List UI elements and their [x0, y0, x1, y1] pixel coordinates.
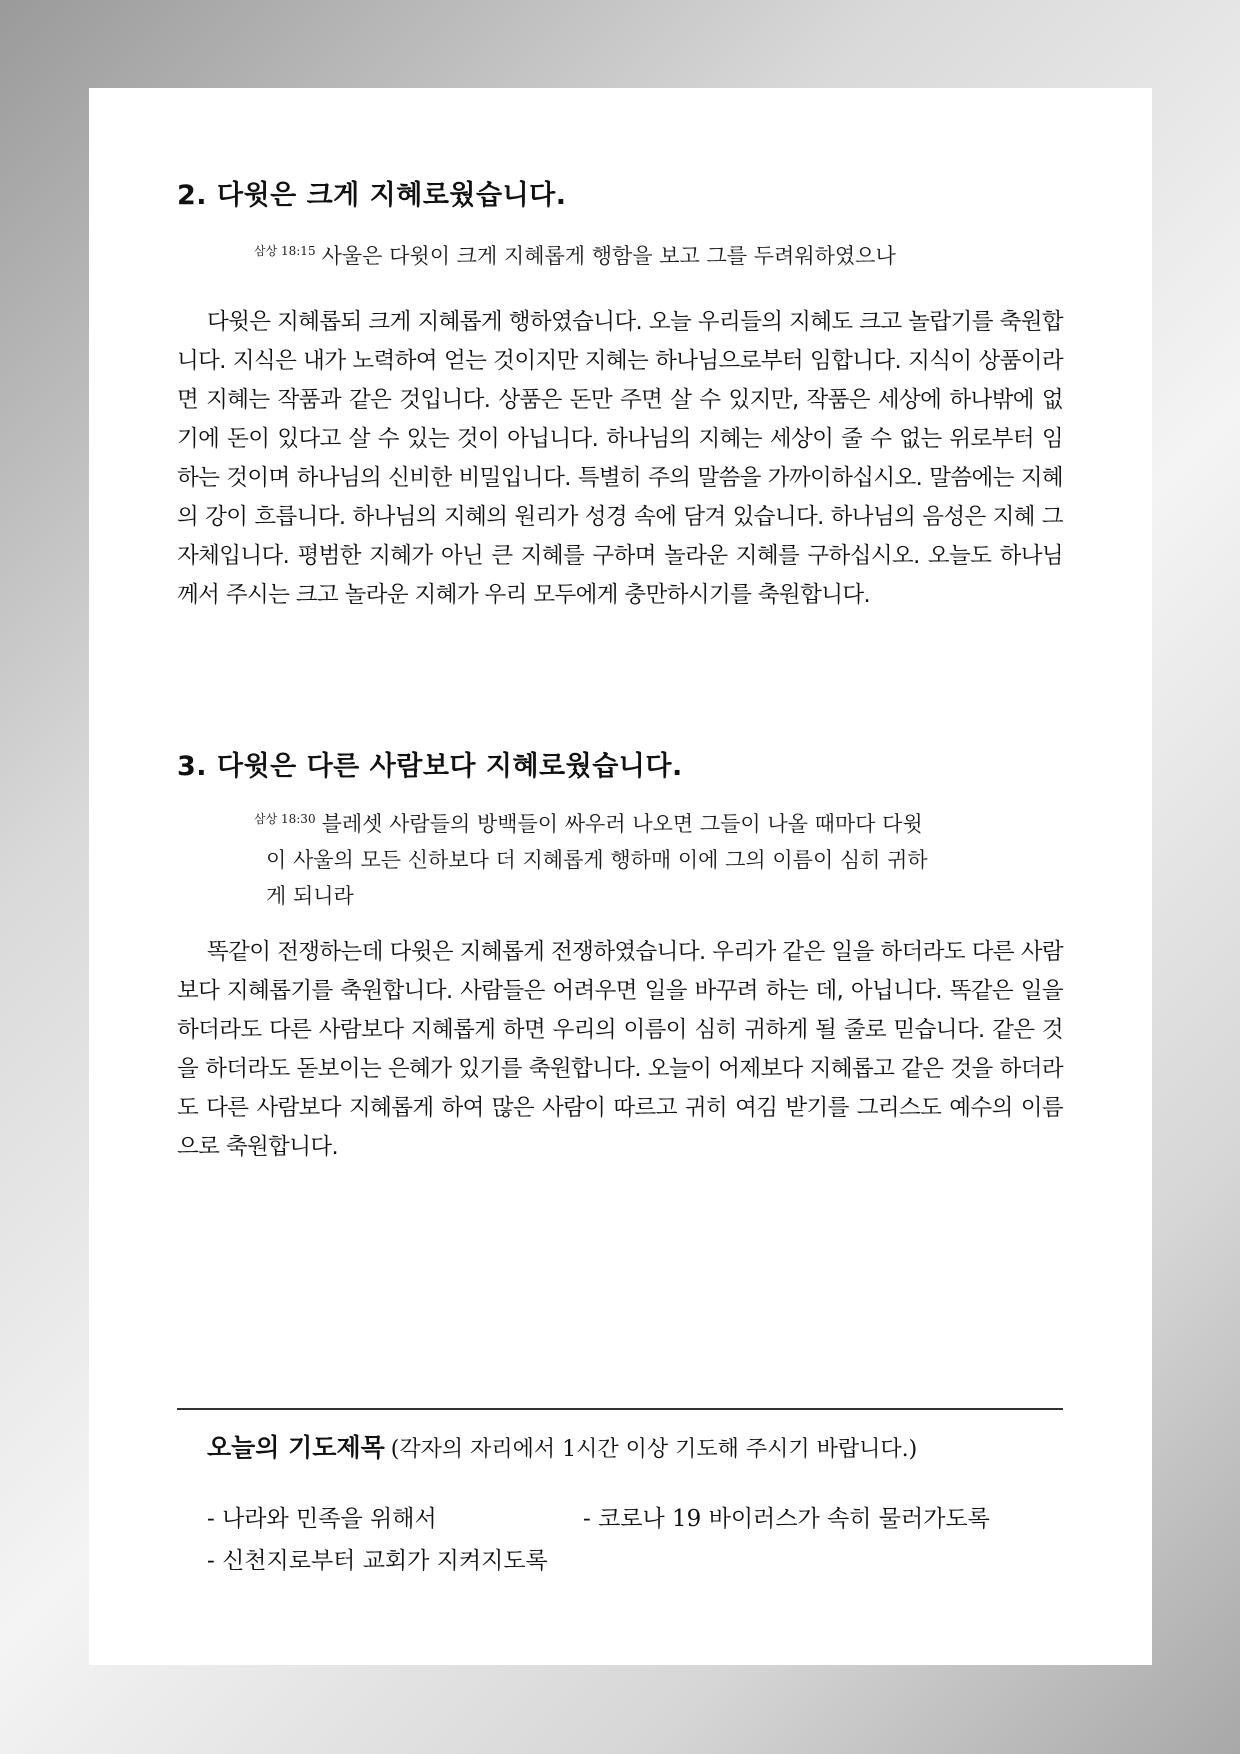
section-2-heading: 2. 다윗은 크게 지혜로웠습니다.: [177, 180, 567, 211]
prayer-item: - 나라와 민족을 위해서: [207, 1506, 437, 1532]
section-3-paragraph: 똑같이 전쟁하는데 다윗은 지혜롭게 전쟁하였습니다. 우리가 같은 일을 하더라도 다른 사람보다 지혜롭기를 축원합니다. 사람들은 어려우면 일을 바꾸려 하는 데, 아닙니다. 똑같은 일을 하더라도 다른 사람보다 지혜롭게 하면 우리의 이름이 심히 귀하게 될 줄로 믿습니다. 같은 것을 하더라도 돋보이는 은혜가 있기를 축원합니다. 오늘이 어제보다 지혜롭고 같은 것을 하더라도 다른 사람보다 지혜롭게 하여 많은 사람이 따르고 귀히 여김 받기를 그리스도 예수의 이름으로 축원합니다.: [177, 939, 1063, 1160]
section-3-verse: [254, 801, 994, 914]
verse-reference: 삼상 18:30: [254, 812, 316, 826]
verse-line: 게 되니라: [266, 884, 354, 908]
verse-reference: 삼상 18:15: [254, 244, 316, 258]
section-2-verse: [254, 233, 994, 274]
section-3-heading: 3. 다윗은 다른 사람보다 지혜로웠습니다.: [177, 751, 683, 782]
verse-text: 블레셋 사람들의 방백들이 싸우러 나오면 그들이 나올 때마다 다윗: [321, 812, 923, 836]
verse-text: 사울은 다윗이 크게 지혜롭게 행함을 보고 그를 두려워하였으나: [321, 244, 896, 268]
section-2-paragraph: 다윗은 지혜롭되 크게 지혜롭게 행하였습니다. 오늘 우리들의 지혜도 크고 놀랍기를 축원합니다. 지식은 내가 노력하여 얻는 것이지만 지혜는 하나님으로부터 임합니다. 지식이 상품이라면 지혜는 작품과 같은 것입니다. 상품은 돈만 주면 살 수 있지만, 작품은 세상에 하나밖에 없기에 돈이 있다고 살 수 있는 것이 아닙니다. 하나님의 지혜는 세상이 줄 수 없는 위로부터 임하는 것이며 하나님의 신비한 비밀입니다. 특별히 주의 말씀을 가까이하십시오. 말씀에는 지혜의 강이 흐릅니다. 하나님의 지혜의 원리가 성경 속에 담겨 있습니다. 하나님의 음성은 지혜 그 자체입니다. 평범한 지혜가 아닌 큰 지혜를 구하며 놀라운 지혜를 구하십시오. 오늘도 하나님께서 주시는 크고 놀라운 지혜가 우리 모두에게 충만하시기를 축원합니다.: [177, 309, 1063, 608]
prayer-item: - 코로나 19 바이러스가 속히 물러가도록: [583, 1506, 990, 1532]
document-page: [89, 88, 1152, 1665]
verse-line: [254, 801, 994, 842]
verse-line: 이 사울의 모든 신하보다 더 지혜롭게 행하매 이에 그의 이름이 심히 귀하: [266, 848, 928, 872]
prayer-title-note: (각자의 자리에서 1시간 이상 기도해 주시기 바랍니다.): [390, 1437, 918, 1462]
prayer-title-label: 오늘의 기도제목: [207, 1433, 385, 1462]
prayer-item: - 신천지로부터 교회가 지켜지도록: [207, 1548, 548, 1574]
prayer-topics-title: [207, 1428, 917, 1464]
divider-line: [177, 1408, 1063, 1410]
